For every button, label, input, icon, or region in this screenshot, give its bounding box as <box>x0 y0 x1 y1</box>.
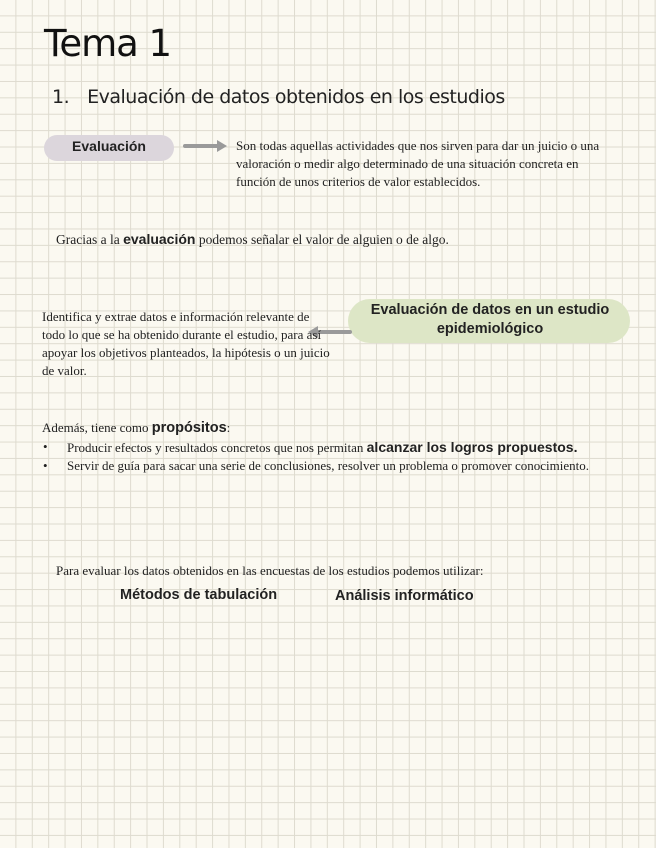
propositos-intro <box>42 420 230 436</box>
propositos-before: Además, tiene como <box>42 420 149 435</box>
gracias-paragraph <box>56 231 449 248</box>
estudio-description: Identifica y extrae datos e información relevante de todo lo que se ha obtenido durante el estudio, para así apoyar los objetivos planteados, la hipótesis o un juicio de valor. <box>42 309 330 378</box>
section-heading <box>52 86 505 108</box>
herramientas-intro: Para evaluar los datos obtenidos en las encuestas de los estudios podemos utilizar: <box>56 563 484 578</box>
gracias-after: podemos señalar el valor de alguien o de algo. <box>198 232 449 247</box>
evaluacion-definition: Son todas aquellas actividades que nos sirven para dar un juicio o una valoración o medir algo determinado de una situación concreta en función de unos criterios de valor establecidos. <box>236 138 600 189</box>
bullet-text: Servir de guía para sacar una serie de conclusiones, resolver un problema o promover conocimiento. <box>67 458 589 473</box>
arrow-right-icon <box>183 139 229 153</box>
gracias-bold: evaluación <box>123 231 196 247</box>
method-analisis: Análisis informático <box>335 588 474 604</box>
section-number: 1. <box>52 86 70 108</box>
list-item <box>42 457 612 475</box>
propositos-bold: propósitos <box>151 420 227 436</box>
propositos-after: : <box>226 420 231 435</box>
list-item <box>42 438 612 457</box>
page-title: Tema 1 <box>44 22 172 65</box>
section-heading-text: Evaluación de datos obtenidos en los estudios <box>87 86 505 108</box>
method-tabulacion: Métodos de tabulación <box>120 587 278 603</box>
evaluacion-label: Evaluación <box>72 138 146 154</box>
estudio-label: Evaluación de datos en un estudio epidemiológico <box>370 302 610 337</box>
bullet-text: Producir efectos y resultados concretos que nos permitan <box>67 440 364 455</box>
gracias-before: Gracias a la <box>56 232 120 247</box>
bullet-bold: alcanzar los logros propuestos. <box>366 439 578 455</box>
propositos-list <box>42 438 612 475</box>
